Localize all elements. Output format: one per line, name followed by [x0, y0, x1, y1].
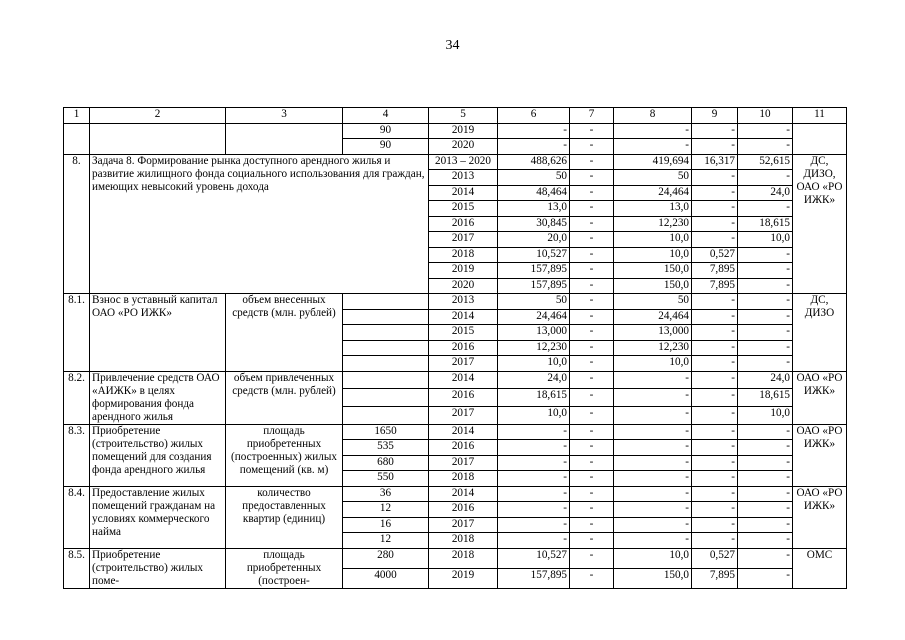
year-cell: 2014: [429, 486, 498, 502]
total-cell: 157,895: [498, 278, 570, 294]
col10-cell: -: [738, 548, 793, 568]
year-cell: 2020: [429, 139, 498, 155]
total-cell: 24,0: [498, 371, 570, 389]
total-cell: -: [498, 486, 570, 502]
col8-cell: -: [614, 406, 692, 424]
col9-cell: -: [692, 440, 738, 456]
num-cell: [64, 123, 90, 154]
col8-cell: 419,694: [614, 154, 692, 170]
total-cell: 157,895: [498, 568, 570, 588]
col9-cell: -: [692, 216, 738, 232]
year-cell: 2018: [429, 548, 498, 568]
col7-cell: -: [570, 424, 614, 440]
col7-cell: -: [570, 517, 614, 533]
table-row: [64, 486, 847, 502]
year-cell: 2017: [429, 517, 498, 533]
indicator-cell: площадь приобретенных (построен-: [226, 548, 343, 588]
indicator-cell: объем привлеченных средств (млн. рублей): [226, 371, 343, 424]
col7-cell: -: [570, 170, 614, 186]
year-cell: 2017: [429, 232, 498, 248]
total-cell: 24,464: [498, 309, 570, 325]
col8-cell: 10,0: [614, 247, 692, 263]
year-cell: 2014: [429, 371, 498, 389]
col10-cell: -: [738, 309, 793, 325]
col7-cell: -: [570, 471, 614, 487]
col10-cell: -: [738, 356, 793, 372]
col8-cell: -: [614, 123, 692, 139]
col8-cell: -: [614, 371, 692, 389]
col7-cell: -: [570, 232, 614, 248]
col8-cell: 10,0: [614, 232, 692, 248]
col9-cell: -: [692, 356, 738, 372]
col8-cell: -: [614, 455, 692, 471]
total-cell: 13,000: [498, 325, 570, 341]
year-cell: 2014: [429, 309, 498, 325]
col7-cell: -: [570, 139, 614, 155]
year-cell: 2016: [429, 340, 498, 356]
year-cell: 2016: [429, 440, 498, 456]
item-number: 8.1.: [64, 294, 90, 372]
col8-cell: 24,464: [614, 309, 692, 325]
indicator-cell: [226, 123, 343, 154]
col4-cell: [343, 389, 429, 407]
col10-cell: -: [738, 123, 793, 139]
col9-cell: -: [692, 455, 738, 471]
col4-cell: 12: [343, 502, 429, 518]
table-row: [64, 424, 847, 440]
program-table: [63, 107, 847, 589]
total-cell: 48,464: [498, 185, 570, 201]
col4-cell: 12: [343, 533, 429, 549]
col9-cell: 16,317: [692, 154, 738, 170]
col10-cell: -: [738, 170, 793, 186]
col10-cell: -: [738, 294, 793, 310]
col7-cell: -: [570, 154, 614, 170]
column-header: 9: [692, 108, 738, 124]
item-name: Предоставление жилых помещений гражданам на условиях коммерческого найма: [90, 486, 226, 548]
table-row: [64, 294, 847, 310]
col4-cell: 90: [343, 123, 429, 139]
col7-cell: -: [570, 502, 614, 518]
year-cell: 2017: [429, 356, 498, 372]
col8-cell: 10,0: [614, 356, 692, 372]
col10-cell: -: [738, 440, 793, 456]
col10-cell: -: [738, 263, 793, 279]
table-row: [64, 371, 847, 389]
col10-cell: 18,615: [738, 389, 793, 407]
col7-cell: -: [570, 568, 614, 588]
executor-cell: ОАО «РО ИЖК»: [793, 486, 847, 548]
col10-cell: -: [738, 201, 793, 217]
total-cell: 10,0: [498, 406, 570, 424]
col7-cell: -: [570, 533, 614, 549]
item-name: Привлечение средств ОАО «АИЖК» в целях формирования фонда арендного жилья: [90, 371, 226, 424]
indicator-cell: количество предоставленных квартир (единиц): [226, 486, 343, 548]
table-row: [64, 123, 847, 139]
col8-cell: -: [614, 389, 692, 407]
col7-cell: -: [570, 278, 614, 294]
col8-cell: -: [614, 533, 692, 549]
year-cell: 2019: [429, 123, 498, 139]
executor-cell: ДС, ДИЗО, ОАО «РО ИЖК»: [793, 154, 847, 294]
col9-cell: 7,895: [692, 568, 738, 588]
col7-cell: -: [570, 294, 614, 310]
total-cell: 10,527: [498, 548, 570, 568]
col7-cell: -: [570, 406, 614, 424]
col8-cell: 50: [614, 170, 692, 186]
col10-cell: 10,0: [738, 232, 793, 248]
col9-cell: -: [692, 139, 738, 155]
col9-cell: -: [692, 340, 738, 356]
year-cell: 2020: [429, 278, 498, 294]
col7-cell: -: [570, 325, 614, 341]
col10-cell: -: [738, 455, 793, 471]
item-number: 8.4.: [64, 486, 90, 548]
total-cell: -: [498, 533, 570, 549]
total-cell: -: [498, 139, 570, 155]
col7-cell: -: [570, 309, 614, 325]
year-cell: 2014: [429, 424, 498, 440]
column-header: 11: [793, 108, 847, 124]
col10-cell: 24,0: [738, 185, 793, 201]
year-cell: 2016: [429, 216, 498, 232]
total-cell: 13,0: [498, 201, 570, 217]
task-number: 8.: [64, 154, 90, 294]
column-header: 5: [429, 108, 498, 124]
col8-cell: -: [614, 517, 692, 533]
col9-cell: -: [692, 123, 738, 139]
col4-cell: 16: [343, 517, 429, 533]
col4-cell: [343, 406, 429, 424]
col9-cell: -: [692, 389, 738, 407]
col7-cell: -: [570, 340, 614, 356]
col9-cell: -: [692, 517, 738, 533]
col8-cell: 150,0: [614, 263, 692, 279]
total-cell: 10,527: [498, 247, 570, 263]
item-number: 8.2.: [64, 371, 90, 424]
item-number: 8.3.: [64, 424, 90, 486]
total-cell: 12,230: [498, 340, 570, 356]
col7-cell: -: [570, 201, 614, 217]
col7-cell: -: [570, 247, 614, 263]
col7-cell: -: [570, 185, 614, 201]
col4-cell: [343, 294, 429, 310]
col8-cell: 12,230: [614, 216, 692, 232]
col10-cell: 18,615: [738, 216, 793, 232]
col10-cell: -: [738, 502, 793, 518]
col9-cell: -: [692, 533, 738, 549]
column-header: 8: [614, 108, 692, 124]
column-header: 7: [570, 108, 614, 124]
col4-cell: 1650: [343, 424, 429, 440]
year-cell: 2015: [429, 201, 498, 217]
table-body: [64, 108, 847, 589]
total-cell: -: [498, 502, 570, 518]
column-header: 6: [498, 108, 570, 124]
year-cell: 2013: [429, 170, 498, 186]
indicator-cell: площадь приобретенных (построенных) жилых помещений (кв. м): [226, 424, 343, 486]
executor-cell: ОАО «РО ИЖК»: [793, 424, 847, 486]
item-name: Приобретение (строительство) жилых поме-: [90, 548, 226, 588]
table-row: [64, 548, 847, 568]
executor-cell: ДС, ДИЗО: [793, 294, 847, 372]
col8-cell: 24,464: [614, 185, 692, 201]
col7-cell: -: [570, 356, 614, 372]
col4-cell: [343, 340, 429, 356]
col9-cell: -: [692, 309, 738, 325]
col9-cell: 7,895: [692, 278, 738, 294]
col4-cell: [343, 325, 429, 341]
col10-cell: -: [738, 471, 793, 487]
col7-cell: -: [570, 389, 614, 407]
col8-cell: -: [614, 471, 692, 487]
year-cell: 2018: [429, 247, 498, 263]
task-name: Задача 8. Формирование рынка доступного арендного жилья и развитие жилищного фонда социального использования для граждан, имеющих невысокий уровень дохода: [90, 154, 429, 294]
col4-cell: 535: [343, 440, 429, 456]
col9-cell: 0,527: [692, 548, 738, 568]
total-cell: -: [498, 440, 570, 456]
year-cell: 2018: [429, 471, 498, 487]
total-cell: 50: [498, 170, 570, 186]
total-cell: 20,0: [498, 232, 570, 248]
col8-cell: 13,0: [614, 201, 692, 217]
col8-cell: -: [614, 139, 692, 155]
col10-cell: 10,0: [738, 406, 793, 424]
col8-cell: 150,0: [614, 278, 692, 294]
col8-cell: -: [614, 424, 692, 440]
year-cell: 2014: [429, 185, 498, 201]
col9-cell: -: [692, 232, 738, 248]
col4-cell: 90: [343, 139, 429, 155]
header-row: [64, 108, 847, 124]
col10-cell: -: [738, 139, 793, 155]
col8-cell: 12,230: [614, 340, 692, 356]
total-cell: -: [498, 455, 570, 471]
col9-cell: -: [692, 170, 738, 186]
col10-cell: -: [738, 325, 793, 341]
col10-cell: -: [738, 533, 793, 549]
col9-cell: -: [692, 201, 738, 217]
col4-cell: [343, 371, 429, 389]
executor-cell: ОМС: [793, 548, 847, 588]
year-cell: 2016: [429, 502, 498, 518]
col4-cell: [343, 309, 429, 325]
col9-cell: -: [692, 424, 738, 440]
item-number: 8.5.: [64, 548, 90, 588]
col8-cell: -: [614, 486, 692, 502]
total-cell: -: [498, 424, 570, 440]
col10-cell: -: [738, 340, 793, 356]
col7-cell: -: [570, 263, 614, 279]
year-cell: 2013: [429, 294, 498, 310]
col9-cell: -: [692, 502, 738, 518]
col10-cell: -: [738, 517, 793, 533]
total-cell: 30,845: [498, 216, 570, 232]
col7-cell: -: [570, 548, 614, 568]
name-cell: [90, 123, 226, 154]
year-cell: 2019: [429, 263, 498, 279]
col9-cell: 7,895: [692, 263, 738, 279]
col4-cell: 4000: [343, 568, 429, 588]
col9-cell: -: [692, 294, 738, 310]
col10-cell: 24,0: [738, 371, 793, 389]
column-header: 1: [64, 108, 90, 124]
year-cell: 2017: [429, 455, 498, 471]
year-cell: 2015: [429, 325, 498, 341]
col10-cell: -: [738, 278, 793, 294]
col8-cell: 10,0: [614, 548, 692, 568]
col10-cell: -: [738, 486, 793, 502]
column-header: 3: [226, 108, 343, 124]
col8-cell: 150,0: [614, 568, 692, 588]
total-cell: -: [498, 471, 570, 487]
total-cell: 10,0: [498, 356, 570, 372]
col7-cell: -: [570, 371, 614, 389]
col8-cell: -: [614, 502, 692, 518]
column-header: 10: [738, 108, 793, 124]
col9-cell: -: [692, 185, 738, 201]
column-header: 2: [90, 108, 226, 124]
total-cell: -: [498, 123, 570, 139]
item-name: Взнос в уставный капитал ОАО «РО ИЖК»: [90, 294, 226, 372]
col10-cell: 52,615: [738, 154, 793, 170]
total-cell: 50: [498, 294, 570, 310]
col7-cell: -: [570, 455, 614, 471]
year-cell: 2018: [429, 533, 498, 549]
col7-cell: -: [570, 486, 614, 502]
executor-cell: ОАО «РО ИЖК»: [793, 371, 847, 424]
year-cell: 2013 – 2020: [429, 154, 498, 170]
col7-cell: -: [570, 216, 614, 232]
col4-cell: 36: [343, 486, 429, 502]
total-cell: 18,615: [498, 389, 570, 407]
col10-cell: -: [738, 424, 793, 440]
column-header: 4: [343, 108, 429, 124]
col4-cell: 680: [343, 455, 429, 471]
col8-cell: 13,000: [614, 325, 692, 341]
col9-cell: -: [692, 486, 738, 502]
col7-cell: -: [570, 440, 614, 456]
col8-cell: -: [614, 440, 692, 456]
indicator-cell: объем внесенных средств (млн. рублей): [226, 294, 343, 372]
col8-cell: 50: [614, 294, 692, 310]
page-number: 34: [445, 38, 460, 53]
col9-cell: -: [692, 371, 738, 389]
year-cell: 2019: [429, 568, 498, 588]
total-cell: 488,626: [498, 154, 570, 170]
col4-cell: 280: [343, 548, 429, 568]
total-cell: -: [498, 517, 570, 533]
executor-cell: [793, 123, 847, 154]
col7-cell: -: [570, 123, 614, 139]
year-cell: 2016: [429, 389, 498, 407]
col10-cell: -: [738, 247, 793, 263]
item-name: Приобретение (строительство) жилых помещений для создания фонда арендного жилья: [90, 424, 226, 486]
col10-cell: -: [738, 568, 793, 588]
col4-cell: [343, 356, 429, 372]
col9-cell: -: [692, 406, 738, 424]
col9-cell: -: [692, 325, 738, 341]
col4-cell: 550: [343, 471, 429, 487]
total-cell: 157,895: [498, 263, 570, 279]
col9-cell: -: [692, 471, 738, 487]
year-cell: 2017: [429, 406, 498, 424]
col9-cell: 0,527: [692, 247, 738, 263]
table-row: [64, 154, 847, 170]
